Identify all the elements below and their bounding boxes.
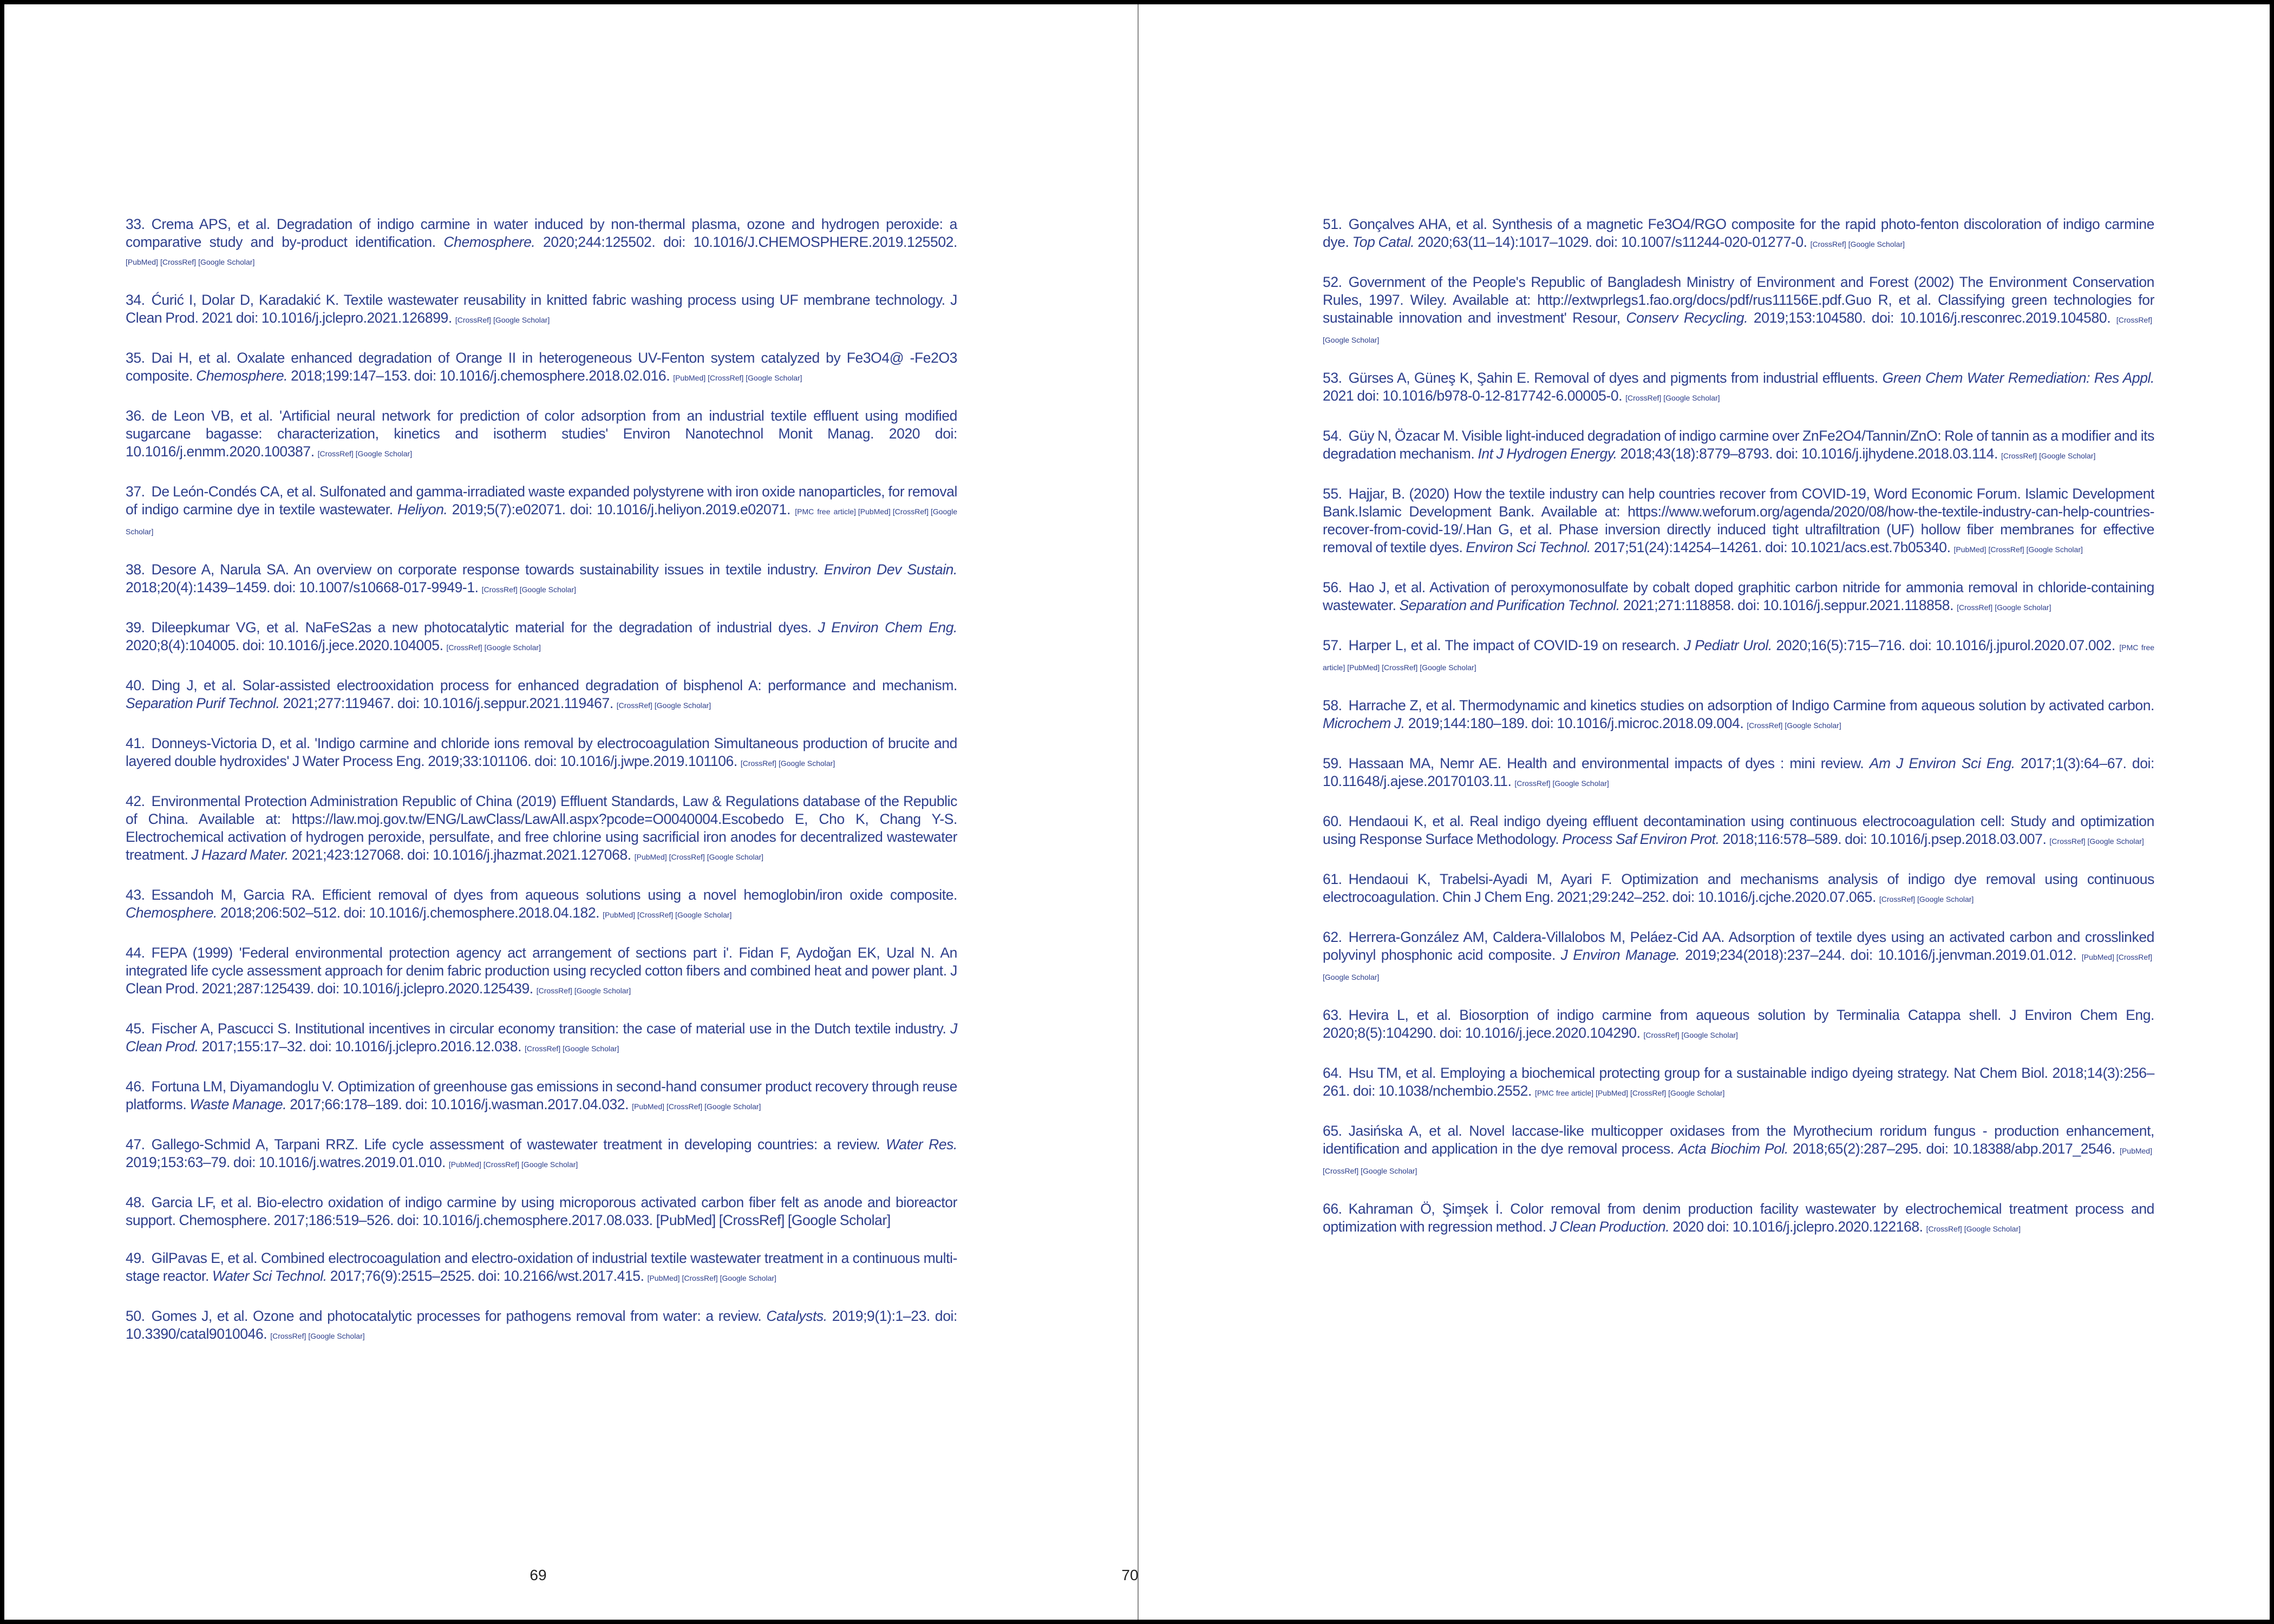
journal-title: J Clean Production. [1549, 1219, 1670, 1235]
reference-details: 2020 doi: 10.1016/j.jclepro.2020.122168. [1669, 1219, 1926, 1235]
reference-entry [1323, 579, 2154, 617]
reference-details: 2017;51(24):14254–14261. doi: 10.1021/acs.est.7b05340. [1590, 539, 1954, 555]
reference-link[interactable]: [CrossRef] [525, 1044, 561, 1053]
reference-link[interactable]: [CrossRef] [1382, 663, 1418, 672]
reference-entry [1323, 697, 2154, 735]
reference-number: 60. [1323, 813, 1342, 829]
reference-text: Jasińska A, et al. Novel laccase-like multicopper oxidases from the Myrothecium roridum fungus - production enhancement, identification and application in the dye removal process. [1323, 1123, 2154, 1157]
reference-link[interactable]: [Google Scholar] [519, 585, 577, 594]
reference-number: 59. [1323, 755, 1342, 771]
reference-number: 63. [1323, 1007, 1342, 1023]
reference-text: Government of the People's Republic of Bangladesh Ministry of Environment and Forest (2002) The Environment Conservation Rules, 1997. Wiley. Available at: http://extwprlegs1.fao.org/docs/pdf/rus11156E.pdf.Guo R, et al. Classifying green technologies for sustainable innovation and investment' Resour, [1323, 274, 2154, 326]
reference-text: Dileepkumar VG, et al. NaFeS2as a new photocatalytic material for the degradation of industrial dyes. [151, 619, 818, 636]
reference-links [1514, 779, 1611, 788]
reference-number: 44. [126, 945, 145, 961]
journal-title: Microchem J. [1323, 715, 1405, 731]
reference-details: 2019;144:180–189. doi: 10.1016/j.microc.2018.09.004. [1404, 715, 1747, 731]
reference-links [525, 1044, 621, 1053]
reference-link[interactable]: [Google Scholar] [484, 643, 541, 652]
reference-details: 2018;206:502–512. doi: 10.1016/j.chemosphere.2018.04.182. [217, 905, 603, 921]
reference-link[interactable]: [PubMed] [448, 1160, 481, 1169]
reference-link[interactable]: [CrossRef] [2116, 953, 2152, 961]
reference-entry [126, 735, 957, 772]
journal-title: J Environ Manage. [1560, 947, 1680, 963]
reference-text: Harrache Z, et al. Thermodynamic and kinetics studies on adsorption of Indigo Carmine from aqueous solution by activated carbon. [1348, 697, 2154, 713]
reference-text: Crema APS, et al. Degradation of indigo carmine in water induced by non-thermal plasma, ozone and hydrogen peroxide: a comparative study and by-product identification. [126, 216, 957, 250]
reference-number: 33. [126, 216, 145, 232]
reference-link[interactable]: [PMC free article] [1323, 643, 2155, 672]
reference-link[interactable]: [CrossRef] [481, 585, 518, 594]
reference-link[interactable]: [PubMed] [858, 507, 891, 516]
reference-details: 2019;9(1):1–23. doi: 10.3390/catal9010046. [126, 1308, 958, 1342]
reference-entry [126, 1078, 957, 1116]
reference-link[interactable]: [CrossRef] [1879, 895, 1916, 903]
book-spread [4, 4, 2270, 1620]
journal-title: Separation Purif Technol. [126, 695, 280, 711]
reference-links [126, 258, 257, 266]
reference-number: 36. [126, 408, 145, 424]
journal-title: Chemosphere. [443, 234, 535, 250]
reference-entry [126, 561, 957, 599]
reference-number: 50. [126, 1308, 145, 1324]
journal-title: Am J Environ Sci Eng. [1869, 755, 2015, 771]
reference-entry [126, 215, 957, 271]
journal-title: Waste Manage. [190, 1096, 287, 1112]
journal-title: Green Chem Water Remediation: Res Appl. [1882, 370, 2154, 386]
reference-number: 46. [126, 1078, 145, 1095]
reference-link[interactable]: [CrossRef] [536, 986, 572, 995]
reference-text: Hassaan MA, Nemr AE. Health and environmental impacts of dyes : mini review. [1348, 755, 1870, 771]
reference-details: 2021;423:127068. doi: 10.1016/j.jhazmat.2021.127068. [288, 847, 635, 863]
reference-number: 35. [126, 350, 145, 366]
reference-entry [1323, 928, 2154, 986]
journal-title: Environ Dev Sustain. [824, 561, 957, 578]
reference-link[interactable]: [PMC free article] [1534, 1089, 1594, 1097]
reference-entry [126, 677, 957, 715]
reference-links [632, 1102, 763, 1111]
reference-details: 2021;277:119467. doi: 10.1016/j.seppur.2021.119467. [279, 695, 617, 711]
page-right [1121, 4, 2270, 1620]
reference-link[interactable]: [Google Scholar] [574, 986, 631, 995]
reference-links [449, 1160, 580, 1169]
journal-title: Water Sci Technol. [212, 1268, 327, 1284]
reference-text: FEPA (1999) 'Federal environmental protection agency act arrangement of sections part i'. Fidan F, Aydoğan EK, Uzal N. An integrated life cycle assessment approach for denim fabric production using recycled cotton fibers and combined heat and power plant. J Clean Prod. 2021;287:125439. doi: 10.1016/j.jclepro.2020.125439. [126, 945, 957, 997]
reference-link[interactable]: [CrossRef] [455, 316, 491, 324]
reference-link[interactable]: [CrossRef] [1514, 779, 1551, 788]
reference-link[interactable]: [Google Scholar] [563, 1044, 619, 1053]
reference-details: 2019;5(7):e02071. doi: 10.1016/j.heliyon.2019.e02071. [447, 501, 795, 518]
reference-number: 41. [126, 735, 145, 751]
reference-text: Hsu TM, et al. Employing a biochemical protecting group for a sustainable indigo dyeing strategy. Nat Chem Biol. 2018;14(3):256–261. doi: 10.1038/nchembio.2552. [1323, 1065, 2154, 1099]
reference-entry [126, 407, 957, 463]
reference-link[interactable]: [Google Scholar] [1964, 1224, 2021, 1233]
reference-entry [1323, 215, 2154, 253]
reference-number: 49. [126, 1250, 145, 1266]
reference-link[interactable]: [CrossRef] [682, 1274, 718, 1282]
reference-link[interactable]: [Google Scholar] [1420, 663, 1476, 672]
reference-link[interactable]: [Google Scholar] [707, 853, 764, 861]
reference-details: 2018;65(2):287–295. doi: 10.18388/abp.2017_2546. [1788, 1141, 2120, 1157]
reference-link[interactable]: [PMC free article] [795, 507, 856, 516]
reference-details: 2018;116:578–589. doi: 10.1016/j.psep.2018.03.007. [1719, 831, 2050, 847]
reference-entry [1323, 637, 2154, 677]
journal-title: Acta Biochim Pol. [1678, 1141, 1788, 1157]
reference-entry [126, 349, 957, 387]
reference-text: Gomes J, et al. Ozone and photocatalytic processes for pathogens removal from water: a review. [151, 1308, 767, 1324]
page-left [4, 4, 1138, 1620]
reference-link[interactable]: [Google Scholar] [355, 449, 413, 458]
journal-title: Int J Hydrogen Energy. [1478, 446, 1617, 462]
reference-link[interactable]: [PubMed] [632, 1102, 665, 1111]
reference-link[interactable]: [PubMed] [673, 374, 706, 382]
reference-number: 65. [1323, 1123, 1342, 1139]
reference-details: 2019;153:104580. doi: 10.1016/j.resconrec.2019.104580. [1748, 310, 2116, 326]
reference-number: 47. [126, 1136, 145, 1152]
reference-links [673, 374, 804, 382]
reference-entry [126, 1307, 957, 1345]
reference-details: 2018;43(18):8779–8793. doi: 10.1016/j.ijhydene.2018.03.114. [1617, 446, 2001, 462]
reference-number: 58. [1323, 697, 1342, 713]
reference-entry [1323, 870, 2154, 908]
reference-link[interactable]: [Google Scholar] [704, 1102, 761, 1111]
reference-text: Hendaoui K, et al. Real indigo dyeing effluent decontamination using continuous electrocoagulation cell: Study and optimization using Response Surface Methodology. [1323, 813, 2154, 847]
journal-title: Separation and Purification Technol. [1399, 597, 1620, 613]
reference-links [635, 853, 766, 861]
reference-links [1747, 721, 1843, 730]
reference-entry [126, 1249, 957, 1287]
reference-link[interactable]: [CrossRef] [616, 701, 652, 710]
reference-links [648, 1274, 779, 1282]
reference-links [603, 911, 734, 919]
reference-text: Donneys-Victoria D, et al. 'Indigo carmine and chloride ions removal by electrocoagulation Simultaneous production of brucite and layered double hydroxides' J Water Process Eng. 2019;33:101106. doi: 10.1016/j.jwpe.2019.101106. [126, 735, 957, 769]
reference-entry [1323, 1200, 2154, 1238]
reference-details: 2020;244:125502. doi: 10.1016/J.CHEMOSPHERE.2019.125502. [535, 234, 957, 250]
reference-link[interactable]: [CrossRef] [1926, 1224, 1962, 1233]
reference-number: 54. [1323, 428, 1342, 444]
reference-number: 52. [1323, 274, 1342, 290]
reference-entry [126, 619, 957, 657]
reference-text: Hevira L, et al. Biosorption of indigo carmine from aqueous solution by Terminalia Catappa shell. J Environ Chem Eng. 2020;8(5):104290. doi: 10.1016/j.jece.2020.104290. [1323, 1007, 2154, 1041]
reference-link[interactable]: [Google Scholar] [1995, 603, 2051, 612]
reference-link[interactable]: [PubMed] [126, 258, 158, 266]
reference-number: 39. [126, 619, 145, 636]
reference-number: 45. [126, 1020, 145, 1037]
reference-text: Güy N, Özacar M. Visible light-induced degradation of indigo carmine over ZnFe2O4/Tannin/ZnO: Role of tannin as a modifier and its degradation mechanism. [1323, 428, 2154, 462]
reference-number: 51. [1323, 216, 1342, 232]
reference-links [270, 1332, 367, 1340]
reference-text: Harper L, et al. The impact of COVID-19 on research. [1348, 637, 1684, 653]
reference-links [741, 759, 837, 768]
reference-details: 2019;234(2018):237–244. doi: 10.1016/j.jenvman.2019.01.012. [1680, 947, 2082, 963]
reference-link[interactable]: [Google Scholar] [1681, 1031, 1738, 1039]
reference-text: Hajjar, B. (2020) How the textile industry can help countries recover from COVID-19, Word Economic Forum. Islamic Development Bank.Islamic Development Bank. Available at: https://www.weforum.org/agenda/2020/08/how-the-textile-industry-can-help-countries-recover-from-covid-19/.Han G, et al. Phase inversion directly induced tight ultrafiltration (UF) hollow fiber membranes for effective removal of textile dyes. [1323, 486, 2154, 555]
reference-details: 2020;8(4):104005. doi: 10.1016/j.jece.2020.104005. [126, 637, 447, 653]
reference-link[interactable]: [PubMed] [603, 911, 636, 919]
reference-text: GilPavas E, et al. Combined electrocoagulation and electro-oxidation of industrial textile wastewater treatment in a continuous multi-stage reactor. [126, 1250, 957, 1284]
reference-number: 56. [1323, 579, 1342, 595]
reference-text: Environmental Protection Administration Republic of China (2019) Effluent Standards, Law & Regulations database of the Republic of China. Available at: https://law.moj.gov.tw/ENG/LawClass/LawAll.aspx?pcode=O0040004.Escobedo E, Cho K, Chang Y-S. Electrochemical activation of hydrogen peroxide, persulfate, and free chlorine using sacrificial iron anodes for decentralized wastewater treatment. [126, 793, 957, 863]
reference-number: 57. [1323, 637, 1342, 653]
reference-link[interactable]: [CrossRef] [1625, 394, 1662, 402]
reference-details: 2017;76(9):2515–2525. doi: 10.2166/wst.2017.415. [326, 1268, 648, 1284]
journal-title: Water Res. [886, 1136, 957, 1152]
reference-text: Ćurić I, Dolar D, Karadakić K. Textile wastewater reusability in knitted fabric washing process using UF membrane technology. J Clean Prod. 2021 doi: 10.1016/j.jclepro.2021.126899. [126, 292, 957, 326]
journal-title: Top Catal. [1352, 234, 1415, 250]
reference-link[interactable]: [Google Scholar] [1917, 895, 1974, 903]
reference-entry [126, 944, 957, 1000]
reference-number: 38. [126, 561, 145, 578]
reference-text: De León-Condés CA, et al. Sulfonated and gamma-irradiated waste expanded polystyrene with iron oxide nanoparticles, for removal of indigo carmine dye in textile wastewater. [126, 483, 957, 518]
reference-links [482, 585, 578, 594]
journal-title: J Hazard Mater. [191, 847, 289, 863]
reference-link[interactable]: [Google Scholar] [1323, 973, 1380, 981]
reference-entry [1323, 485, 2154, 559]
reference-link[interactable]: [CrossRef] [446, 643, 482, 652]
reference-link[interactable]: [PubMed] [647, 1274, 680, 1282]
reference-link[interactable]: [CrossRef] [160, 258, 197, 266]
reference-number: 34. [126, 292, 145, 308]
reference-details: 2017;1(3):64–67. doi: 10.11648/j.ajese.20170103.11. [1323, 755, 2154, 789]
reference-link[interactable]: [Google Scholar] [198, 258, 255, 266]
reference-link[interactable]: [Google Scholar] [1848, 240, 1905, 248]
reference-number: 64. [1323, 1065, 1342, 1081]
reference-number: 53. [1323, 370, 1342, 386]
reference-links [2049, 837, 2146, 846]
reference-link[interactable]: [Google Scholar] [2026, 545, 2083, 554]
reference-link[interactable]: [Google Scholar] [1785, 721, 1841, 730]
reference-details: 2019;153:63–79. doi: 10.1016/j.watres.2019.01.010. [126, 1154, 449, 1170]
journal-title: Chemosphere. [126, 905, 218, 921]
reference-number: 66. [1323, 1201, 1342, 1217]
reference-entry [1323, 1064, 2154, 1102]
reference-links [1957, 603, 2053, 612]
reference-entry [126, 793, 957, 866]
journal-title: Chemosphere. [196, 368, 288, 384]
reference-link[interactable]: [Google Scholar] [720, 1274, 776, 1282]
reference-details: 2020;63(11–14):1017–1029. doi: 10.1007/s11244-020-01277-0. [1414, 234, 1811, 250]
reference-entry [126, 1020, 957, 1058]
reference-text: Gallego-Schmid A, Tarpani RRZ. Life cycle assessment of wastewater treatment in developing countries: a review. [151, 1136, 886, 1152]
reference-link[interactable]: [Google Scholar] [1552, 779, 1609, 788]
reference-text: Herrera-González AM, Caldera-Villalobos M, Peláez-Cid AA. Adsorption of textile dyes using an activated carbon and crosslinked polyvinyl phosphonic acid composite. [1323, 929, 2154, 963]
reference-details: 2017;66:178–189. doi: 10.1016/j.wasman.2017.04.032. [286, 1096, 632, 1112]
reference-text: Gonçalves AHA, et al. Synthesis of a magnetic Fe3O4/RGO composite for the rapid photo-fenton discoloration of indigo carmine dye. [1323, 216, 2154, 250]
reference-link[interactable]: [CrossRef] [1810, 240, 1846, 248]
journal-title: Heliyon. [397, 501, 448, 518]
reference-links [1926, 1224, 2023, 1233]
reference-entry [1323, 813, 2154, 850]
reference-text: Fischer A, Pascucci S. Institutional incentives in circular economy transition: the case of material use in the Dutch textile industry. [151, 1020, 951, 1037]
reference-text: Desore A, Narula SA. An overview on corporate response towards sustainability issues in textile industry. [151, 561, 824, 578]
reference-links [2001, 451, 2097, 460]
reference-link[interactable]: [CrossRef] [666, 1102, 703, 1111]
reference-links [1644, 1031, 1740, 1039]
reference-number: 43. [126, 887, 145, 903]
reference-link[interactable]: [Google Scholar] [126, 507, 957, 536]
reference-link[interactable]: [CrossRef] [708, 374, 744, 382]
reference-number: 42. [126, 793, 145, 809]
reference-text: Hao J, et al. Activation of peroxymonosulfate by cobalt doped graphitic carbon nitride for ammonia removal in chloride-containing wastewater. [1323, 579, 2154, 613]
reference-entry [126, 886, 957, 924]
reference-entry [126, 1194, 957, 1229]
reference-link[interactable]: [CrossRef] [2001, 451, 2037, 460]
reference-link[interactable]: [Google Scholar] [1663, 394, 1720, 402]
reference-text: Gürses A, Güneş K, Şahin E. Removal of dyes and pigments from industrial effluents. [1348, 370, 1883, 386]
reference-link[interactable]: [Google Scholar] [1361, 1167, 1417, 1175]
reference-links [617, 701, 713, 710]
reference-link[interactable]: [Google Scholar] [778, 759, 835, 768]
reference-entry [1323, 1006, 2154, 1044]
reference-entry [1323, 369, 2154, 407]
reference-link[interactable]: [PubMed] [1596, 1089, 1629, 1097]
reference-number: 40. [126, 677, 145, 693]
reference-number: 37. [126, 483, 145, 500]
reference-details: 2017;155:17–32. doi: 10.1016/j.jclepro.2016.12.038. [198, 1038, 525, 1055]
reference-link[interactable]: [CrossRef] [1323, 1167, 1359, 1175]
journal-title: Environ Sci Technol. [1466, 539, 1591, 555]
reference-link[interactable]: [Google Scholar] [1323, 336, 1380, 344]
journal-title: J Pediatr Urol. [1683, 637, 1772, 653]
reference-text: Hendaoui K, Trabelsi-Ayadi M, Ayari F. Optimization and mechanisms analysis of indigo dye removal using continuous electrocoagulation. Chin J Chem Eng. 2021;29:242–252. doi: 10.1016/j.cjche.2020.07.065. [1323, 871, 2154, 905]
reference-details: 2018;199:147–153. doi: 10.1016/j.chemosphere.2018.02.016. [287, 368, 674, 384]
reference-entry [126, 291, 957, 329]
reference-link[interactable]: [Google Scholar] [2039, 451, 2096, 460]
reference-entry [126, 483, 957, 541]
reference-link[interactable]: [CrossRef] [1988, 545, 2024, 554]
journal-title: Catalysts. [766, 1308, 827, 1324]
reference-link[interactable]: [CrossRef] [892, 507, 929, 516]
reference-links [447, 643, 543, 652]
reference-link[interactable]: [PubMed] [2081, 953, 2114, 961]
reference-links [318, 449, 414, 458]
reference-link[interactable]: [Google Scholar] [746, 374, 802, 382]
reference-link[interactable]: [CrossRef] [637, 911, 674, 919]
reference-text: Essandoh M, Garcia RA. Efficient removal of dyes from aqueous solutions using a novel hemoglobin/iron oxide composite. [151, 887, 957, 903]
reference-link[interactable]: [CrossRef] [2116, 316, 2152, 324]
journal-title: J Environ Chem Eng. [818, 619, 957, 636]
reference-text: Garcia LF, et al. Bio-electro oxidation of indigo carmine by using microporous activated carbon fiber felt as anode and bioreactor support. Chemosphere. 2017;186:519–526. doi: 10.1016/j.chemosphere.2017.08.033. [PubMed] [CrossRef] [Google Scholar] [126, 1194, 957, 1228]
reference-link[interactable]: [Google Scholar] [1668, 1089, 1725, 1097]
reference-entry [1323, 1122, 2154, 1180]
reference-link[interactable]: [PubMed] [1953, 545, 1987, 554]
reference-details: 2020;16(5):715–716. doi: 10.1016/j.jpurol.2020.07.002. [1772, 637, 2120, 653]
reference-link[interactable]: [Google Scholar] [2087, 837, 2144, 846]
reference-link[interactable]: [CrossRef] [2049, 837, 2086, 846]
reference-number: 61. [1323, 871, 1342, 887]
reference-details: 2021;271:118858. doi: 10.1016/j.seppur.2021.118858. [1619, 597, 1957, 613]
reference-links [537, 986, 633, 995]
reference-links [1535, 1089, 1727, 1097]
reference-link[interactable]: [CrossRef] [270, 1332, 306, 1340]
journal-title: Conserv Recycling. [1626, 310, 1748, 326]
reference-list [126, 215, 957, 1365]
reference-links [1811, 240, 1907, 248]
reference-entry [1323, 427, 2154, 465]
reference-link[interactable]: [CrossRef] [1630, 1089, 1667, 1097]
reference-link[interactable]: [CrossRef] [1957, 603, 1993, 612]
reference-links [1625, 394, 1722, 402]
reference-number: 55. [1323, 486, 1342, 502]
reference-number: 62. [1323, 929, 1342, 945]
reference-link[interactable]: [CrossRef] [740, 759, 776, 768]
reference-text: Dai H, et al. Oxalate enhanced degradation of Orange II in heterogeneous UV-Fenton system catalyzed by Fe3O4@ -Fe2O3 composite. [126, 350, 957, 384]
reference-links [1879, 895, 1976, 903]
reference-link[interactable]: [PubMed] [634, 853, 667, 861]
reference-link[interactable]: [CrossRef] [317, 449, 354, 458]
reference-entry [1323, 755, 2154, 793]
reference-link[interactable]: [Google Scholar] [308, 1332, 365, 1340]
reference-details: 2018;20(4):1439–1459. doi: 10.1007/s10668-017-9949-1. [126, 579, 482, 595]
reference-link[interactable]: [CrossRef] [1747, 721, 1783, 730]
reference-number: 48. [126, 1194, 145, 1210]
reference-list [1323, 215, 2154, 1258]
reference-links [1954, 545, 2085, 554]
reference-link[interactable]: [CrossRef] [483, 1160, 519, 1169]
reference-link[interactable]: [PubMed] [2120, 1147, 2152, 1155]
reference-link[interactable]: [Google Scholar] [675, 911, 732, 919]
reference-link[interactable]: [Google Scholar] [493, 316, 550, 324]
reference-link[interactable]: [CrossRef] [669, 853, 705, 861]
reference-link[interactable]: [PubMed] [1347, 663, 1380, 672]
reference-links [455, 316, 552, 324]
reference-entry [126, 1136, 957, 1174]
reference-text: Kahraman Ö, Şimşek İ. Color removal from denim production facility wastewater by electrochemical treatment process and optimization with regression method. [1323, 1201, 2154, 1235]
page-number: 70 [1121, 1567, 1139, 1583]
reference-details: 2021 doi: 10.1016/b978-0-12-817742-6.00005-0. [1323, 388, 1626, 404]
page-number: 69 [530, 1567, 547, 1583]
reference-text: de Leon VB, et al. 'Artificial neural network for prediction of color adsorption from an industrial textile effluent using modified sugarcane bagasse: characterization, kinetics and isotherm studies' Environ Nanotechnol Monit Manag. 2020 doi: 10.1016/j.enmm.2020.100387. [126, 408, 957, 460]
reference-text: Ding J, et al. Solar-assisted electrooxidation process for enhanced degradation of bisphenol A: performance and mechanism. [151, 677, 957, 693]
reference-link[interactable]: [Google Scholar] [521, 1160, 578, 1169]
journal-title: Process Saf Environ Prot. [1562, 831, 1720, 847]
reference-text: Fortuna LM, Diyamandoglu V. Optimization of greenhouse gas emissions in second-hand consumer product recovery through reuse platforms. [126, 1078, 957, 1112]
reference-link[interactable]: [Google Scholar] [654, 701, 711, 710]
reference-link[interactable]: [CrossRef] [1643, 1031, 1680, 1039]
reference-entry [1323, 273, 2154, 349]
journal-title: J Clean Prod. [126, 1020, 957, 1055]
